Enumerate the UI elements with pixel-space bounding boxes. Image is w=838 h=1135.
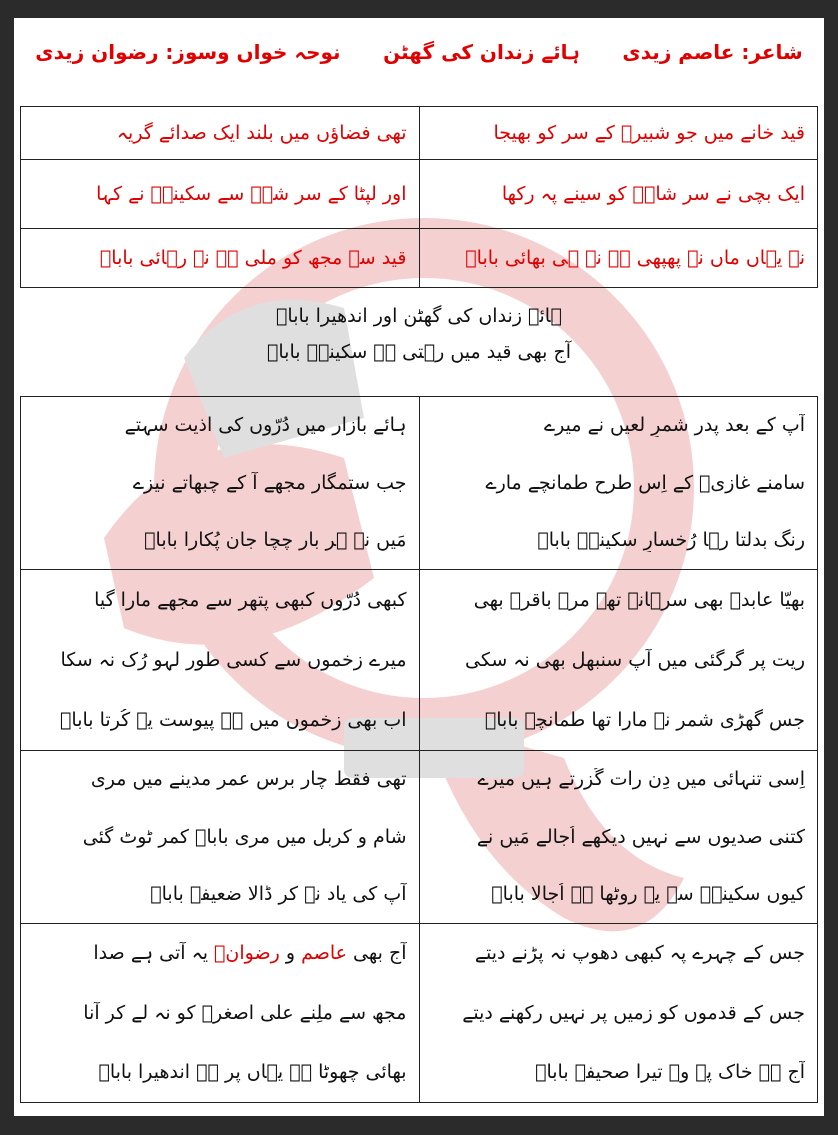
- stanza-cell-left: کبھی دُرّوں کبھی پتھر سے مجھے مارا گیا میرے زخموں سے کسی طور لہو رُک نہ سکا اب بھی زخموں میں ہے پیوست یہ کُرتا باباؑ: [21, 570, 420, 750]
- stanza-cell-left: آج بھی عاصم و رضوانؔ یہ آتی ہے صدا مجھ سے ملِنے علی اصغرؑ کو نہ لے کر آنا بھائی چھوٹا ہے یہاں پر ہے اندھیرا باباؑ: [21, 924, 420, 1102]
- stanza-row: [21, 750, 817, 923]
- stanza-cell-right: بھیّا عابدؑ بھی سرہانے تھے مرے باقرؑ بھی ریت پر گرگئی میں آپ سنبھل بھی نہ سکی جس گھڑی شمر نے مارا تھا طمانچہ باباؑ: [465, 588, 805, 731]
- intro-row: [21, 159, 817, 228]
- lyrics-sheet: [14, 18, 824, 1116]
- stanza-cell-right: جس کے چہرے پہ کبھی دھوپ نہ پڑنے دیتے جس کے قدموں کو زمیں پر نہیں رکھنے دیتے آج ہے خاک پہ وہ تیرا صحیفہ باباؑ: [462, 942, 805, 1083]
- intro-cell-right: ایک بچی نے سرِ شاہؑ کو سینے پہ رکھا: [501, 182, 805, 205]
- poet-credit: شاعر: عاصم زیدی: [622, 40, 803, 64]
- intro-cell-left: قید سے مجھ کو ملی ہے نہ رہائی باباؑ: [21, 229, 420, 287]
- poet-name-highlight: عاصم: [301, 942, 347, 965]
- stanza-cell-right: آپ کے بعد پدر شمرِ لعیں نے میرے سامنے غازیؑ کے اِس طرح طمانچے مارے رنگ بدلتا رہا رُخسارِ سکینہؑ باباؑ: [485, 414, 805, 551]
- chorus-line: آج بھی قید میں رہتی ہے سکینہؑ باباؑ: [266, 341, 572, 363]
- header: [14, 18, 824, 86]
- stanza-table: [20, 396, 818, 1103]
- intro-row: [21, 107, 817, 159]
- chorus: [14, 298, 824, 370]
- stanza-row: [21, 923, 817, 1102]
- intro-cell-right: نہ یہاں ماں نہ پھپھی ہے نہ ہی بھائی باباؑ: [465, 246, 805, 269]
- reciter-name-highlight: رضوانؔ: [214, 942, 280, 965]
- intro-row: [21, 228, 817, 287]
- stanza-row: [21, 569, 817, 750]
- stanza-row: [21, 397, 817, 569]
- intro-cell-right: قید خانے میں جو شبیرؑ کے سر کو بھیجا: [493, 121, 805, 144]
- chorus-line: ہائے زنداں کی گھٹن اور اندھیرا باباؑ: [276, 305, 562, 327]
- stanza-cell-left: ہائے بازار میں دُرّوں کی اذیت سہتے جب ستمگار مجھے آ کے چبھاتے نیزے مَیں نے ہر بار چچا جان پُکارا باباؑ: [21, 397, 420, 569]
- stanza-cell-left: تھی فقط چار برس عمر مدینے میں مری شام و کربل میں مری باباؑ کمر ٹوٹ گئی آپ کی یاد نے کر ڈالا ضعیفہ باباؑ: [21, 751, 420, 923]
- reciter-credit: نوحہ خواں وسوز: رضوان زیدی: [35, 40, 341, 64]
- intro-table: [20, 106, 818, 288]
- stanza-cell-right: اِسی تنہائی میں دِن رات گُزرتے ہیں میرے کتنی صدیوں سے نہیں دیکھے اُجالے مَیں نے کیوں سکینہؑ سے یہ روٹھا ہے اُجالا باباؑ: [476, 768, 805, 905]
- intro-cell-left: اور لپٹا کے سرِ شہؑ سے سکینہؑ نے کہا: [21, 160, 420, 228]
- intro-cell-left: تھی فضاؤں میں بلند ایک صدائے گریہ: [21, 107, 420, 159]
- closing-signature-line: آج بھی عاصم و رضوانؔ یہ آتی ہے صدا: [93, 942, 407, 965]
- page-title: ہائے زندان کی گھٹن: [383, 40, 580, 64]
